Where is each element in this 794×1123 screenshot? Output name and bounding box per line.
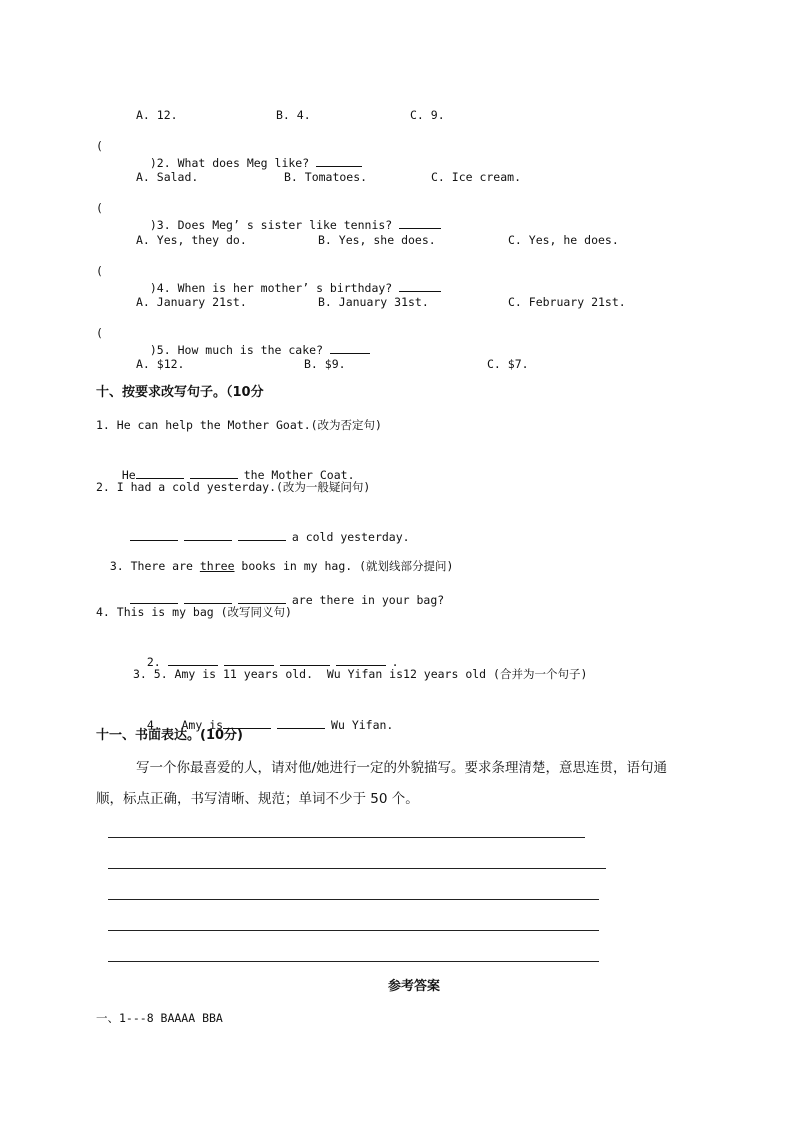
item5-blank-2[interactable] (277, 716, 325, 729)
section10-item2-answer (116, 512, 410, 545)
q3-option-a: A. Yes, they do. (136, 233, 247, 247)
item1-answer-end: the Mother Coat. (243, 468, 355, 482)
item3-blank-1[interactable] (130, 591, 178, 604)
item2-blank-2[interactable] (184, 528, 232, 541)
q4-question (136, 263, 447, 296)
q2-paren: ( (96, 139, 103, 153)
section10-item5: 3. 5. Amy is 11 years old. Wu Yifan is12 years old (合并为一个句子) (133, 667, 588, 681)
item5-answer-end: Wu Yifan. (331, 718, 394, 732)
q2-option-a: A. Salad. (136, 170, 199, 184)
writing-line-3[interactable] (108, 899, 599, 900)
item2-blank-3[interactable] (238, 528, 286, 541)
item3-answer-end: are there in your bag? (291, 593, 445, 607)
item3-text-post: books in my hag. (就划线部分提问) (234, 559, 454, 573)
item2-blank-1[interactable] (130, 528, 178, 541)
item3-text-pre: 3. There are (109, 559, 200, 573)
q2-answer-blank[interactable] (316, 154, 362, 167)
q3-paren-close: ) (149, 218, 157, 232)
q3-text: Does Meg’ s sister like tennis? (177, 218, 393, 232)
item4-blank-3[interactable] (280, 653, 330, 666)
section10-item3 (96, 542, 453, 574)
item3-blank-3[interactable] (238, 591, 286, 604)
q4-option-b: B. January 31st. (318, 295, 429, 309)
answers-title: 参考答案 (388, 979, 441, 994)
section11-title: 十一、书面表达。(10分) (96, 728, 243, 743)
q5-option-c: C. $7. (487, 357, 529, 371)
q4-option-a: A. January 21st. (136, 295, 247, 309)
q1-option-a: A. 12. (136, 108, 178, 122)
q1-option-b: B. 4. (276, 108, 311, 122)
section10-item2: 2. I had a cold yesterday.(改为一般疑问句) (96, 480, 371, 494)
q4-answer-blank[interactable] (399, 279, 441, 292)
q3-number: 3. (156, 218, 171, 232)
q4-number: 4. (156, 281, 171, 295)
item1-blank-2[interactable] (190, 466, 238, 479)
item4-answer-end: . (391, 655, 399, 669)
q3-paren: ( (96, 201, 103, 215)
q3-option-b: B. Yes, she does. (318, 233, 436, 247)
q5-paren-close: ) (149, 343, 157, 357)
q2-option-c: C. Ice cream. (431, 170, 522, 184)
answers-line-1: 一、1---8 BAAAA BBA (96, 1011, 223, 1025)
q1-option-c: C. 9. (410, 108, 445, 122)
q3-answer-blank[interactable] (399, 216, 441, 229)
q3-option-c: C. Yes, he does. (508, 233, 619, 247)
q5-question (136, 325, 376, 358)
q3-question (136, 200, 447, 233)
section10-item4: 4. This is my bag (改写同义句) (96, 605, 292, 619)
q2-option-b: B. Tomatoes. (284, 170, 368, 184)
q5-number: 5. (156, 343, 171, 357)
q2-number: 2. (156, 156, 171, 170)
section10-title: 十、按要求改写句子。（10分 (96, 385, 264, 400)
q4-paren: ( (96, 264, 103, 278)
item4-answer-number: 2. (146, 655, 161, 669)
item5-answer-number: 4. (146, 718, 161, 732)
item3-underlined-word: three (199, 559, 235, 573)
q4-paren-close: ) (149, 281, 157, 295)
item1-answer-start: He (121, 468, 136, 482)
q5-option-a: A. $12. (136, 357, 185, 371)
item5-answer-start: Amy is (181, 718, 224, 732)
writing-line-4[interactable] (108, 930, 599, 931)
q5-paren: ( (96, 326, 103, 340)
q4-text: When is her mother’ s birthday? (177, 281, 393, 295)
item2-answer-end: a cold yesterday. (291, 530, 410, 544)
q2-text: What does Meg like? (177, 156, 310, 170)
q5-option-b: B. $9. (304, 357, 346, 371)
item4-blank-1[interactable] (168, 653, 218, 666)
item4-blank-2[interactable] (224, 653, 274, 666)
writing-line-1[interactable] (108, 837, 585, 838)
item3-blank-2[interactable] (184, 591, 232, 604)
writing-line-5[interactable] (108, 961, 599, 962)
item4-blank-4[interactable] (336, 653, 386, 666)
q5-text: How much is the cake? (177, 343, 323, 357)
section11-prompt-line1: 写一个你最喜爱的人，请对他/她进行一定的外貌描写。要求条理清楚，意思连贯，语句通 (136, 760, 668, 776)
item1-blank-1[interactable] (136, 466, 184, 479)
writing-line-2[interactable] (108, 868, 606, 869)
section10-item1: 1. He can help the Mother Goat.(改为否定句) (96, 418, 382, 432)
q4-option-c: C. February 21st. (508, 295, 626, 309)
q5-answer-blank[interactable] (330, 341, 370, 354)
q2-question (136, 138, 368, 171)
section11-prompt-line2: 顺，标点正确，书写清晰、规范；单词不少于 50 个。 (96, 791, 419, 807)
q2-paren-close: ) (149, 156, 157, 170)
